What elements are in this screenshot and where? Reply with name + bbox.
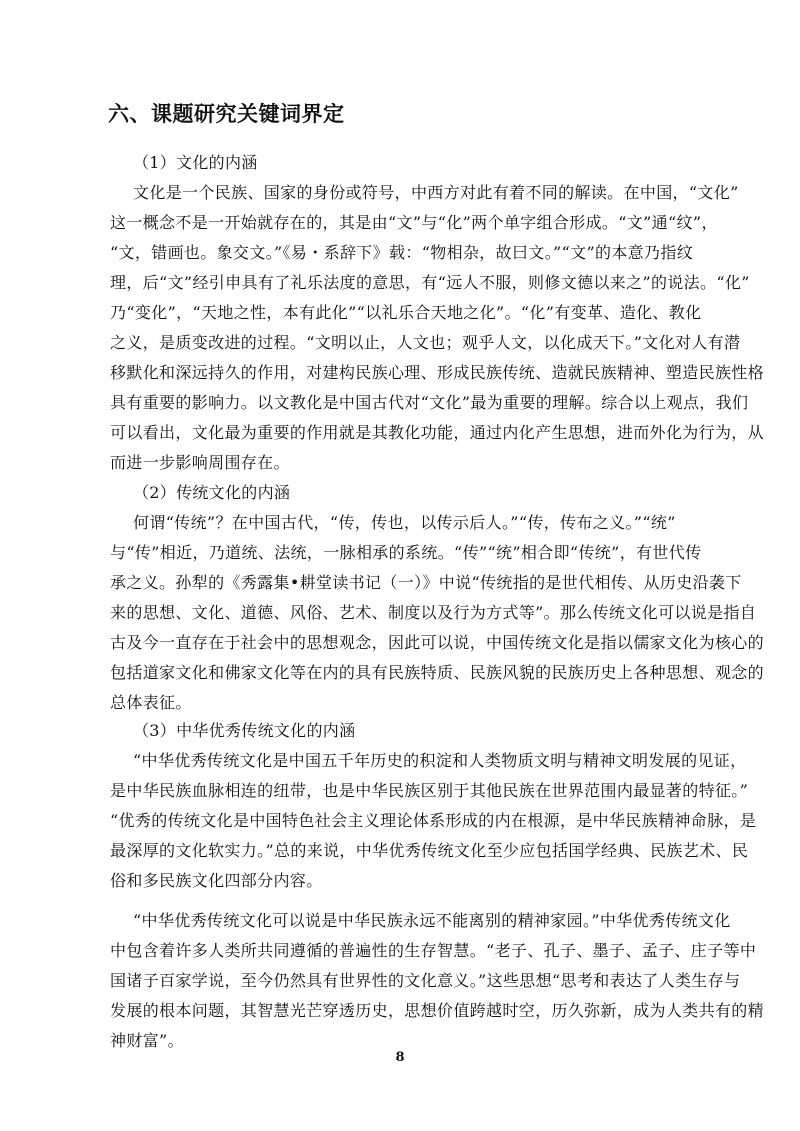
paragraph-line: 之义，是质变改进的过程。“文明以止，人文也；观乎人文，以化成天下。”文化对人有潜 xyxy=(110,333,741,352)
paragraph-line: 包括道家文化和佛家文化等在内的具有民族特质、民族风貌的民族历史上各种思想、观念的 xyxy=(110,663,765,682)
paragraph-line: “中华优秀传统文化是中国五千年历史的积淀和人类物质文明与精神文明发展的见证， xyxy=(133,751,747,770)
paragraph-line: 而进一步影响周围存在。 xyxy=(110,453,290,472)
paragraph-line: 与“传”相近，乃道统、法统，一脉相承的系统。“传”“统”相合即“传统”，有世代传 xyxy=(110,543,702,562)
paragraph-line: 这一概念不是一开始就存在的，其是由“文”与“化”两个单字组合形成。“文”通“纹”， xyxy=(110,213,718,232)
paragraph-line: 理，后“文”经引申具有了礼乐法度的意思，有“远人不服，则修文德以来之”的说法。“化” xyxy=(110,273,750,292)
paragraph-line: 可以看出，文化最为重要的作用就是其教化功能，通过内化产生思想，进而外化为行为，从 xyxy=(110,423,765,442)
subsection-title-culture: （1）文化的内涵 xyxy=(133,153,258,172)
paragraph-line: 文化是一个民族、国家的身份或符号，中西方对此有着不同的解读。在中国，“文化” xyxy=(133,183,739,202)
paragraph-line: 乃“变化”，“天地之性，本有此化”“以礼乐合天地之化”。“化”有变革、造化、教化 xyxy=(110,303,702,322)
paragraph-line: 是中华民族血脉相连的纽带，也是中华民族区别于其他民族在世界范围内最显著的特征。” xyxy=(110,781,749,800)
paragraph-line: 移默化和深远持久的作用，对建构民族心理、形成民族传统、造就民族精神、塑造民族性格 xyxy=(110,363,765,382)
paragraph-line: 最深厚的文化软实力。”总的来说，中华优秀传统文化至少应包括国学经典、民族艺术、民 xyxy=(110,841,749,860)
page-number: 8 xyxy=(395,1050,405,1065)
paragraph-line: 发展的根本问题，其智慧光芒穿透历史，思想价值跨越时空，历久弥新，成为人类共有的精 xyxy=(110,1001,765,1020)
paragraph-line: “中华优秀传统文化可以说是中华民族永远不能离别的精神家园。”中华优秀传统文化 xyxy=(133,911,731,930)
paragraph-line: “文，错画也。象交文。”《易・系辞下》载：“物相杂，故曰文。”“文”的本意乃指纹 xyxy=(110,243,694,262)
section-heading: 六、课题研究关键词界定 xyxy=(108,102,345,126)
paragraph-line: 俗和多民族文化四部分内容。 xyxy=(110,871,323,890)
paragraph-line: 神财富”。 xyxy=(110,1031,184,1050)
subsection-title-traditional-culture: （2）传统文化的内涵 xyxy=(133,483,291,502)
paragraph-line: 总体表征。 xyxy=(110,693,192,712)
paragraph-line: 国诸子百家学说，至今仍然具有世界性的文化意义。”这些思想“思考和表达了人类生存与 xyxy=(110,971,741,990)
paragraph-line: 中包含着许多人类所共同遵循的普遍性的生存智慧。“老子、孔子、墨子、孟子、庄子等中 xyxy=(110,941,757,960)
paragraph-line: 来的思想、文化、道德、风俗、艺术、制度以及行为方式等”。那么传统文化可以说是指自 xyxy=(110,603,757,622)
paragraph-line: 何谓“传统”？在中国古代，“传，传也，以传示后人。”“传，传布之义。”“统” xyxy=(133,513,676,532)
subsection-title-excellent-culture: （3）中华优秀传统文化的内涵 xyxy=(133,721,356,740)
paragraph-line: “优秀的传统文化是中国特色社会主义理论体系形成的内在根源，是中华民族精神命脉，是 xyxy=(110,811,757,830)
paragraph-line: 具有重要的影响力。以文教化是中国古代对“文化”最为重要的理解。综合以上观点，我们 xyxy=(110,393,749,412)
paragraph-line: 古及今一直存在于社会中的思想观念，因此可以说，中国传统文化是指以儒家文化为核心的 xyxy=(110,633,765,652)
paragraph-line: 承之义。孙犁的《秀露集•耕堂读书记（一）》中说“传统指的是世代相传、从历史沿袭下 xyxy=(110,573,742,592)
